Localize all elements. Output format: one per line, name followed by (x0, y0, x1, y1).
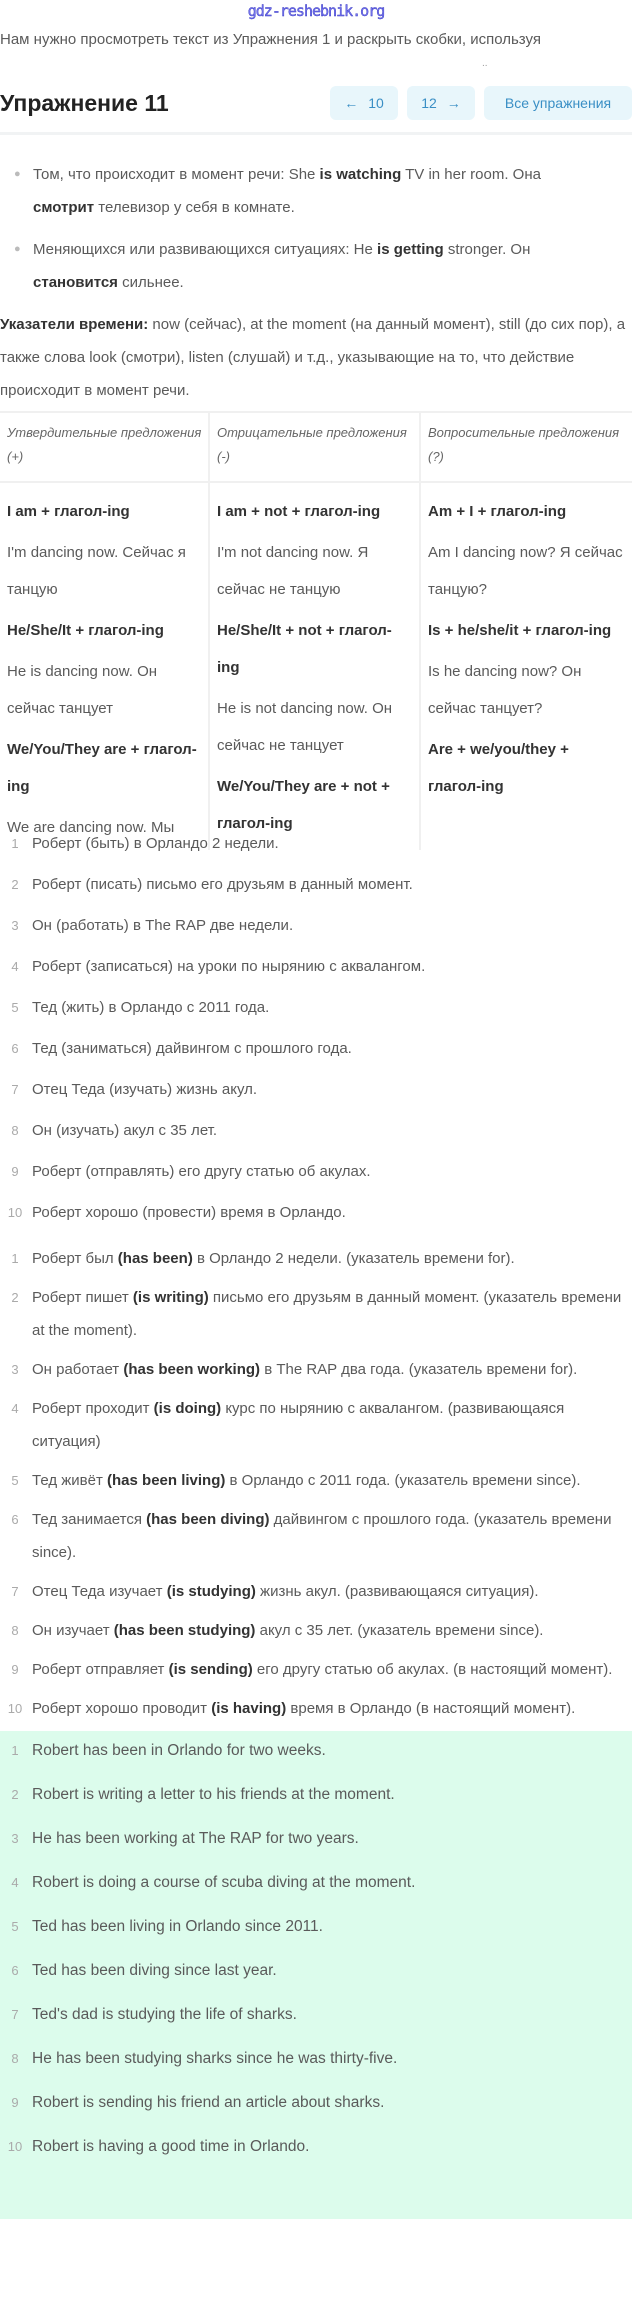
usage-text: TV in her room. Она (401, 166, 541, 183)
formula: He/She/It + глагол-ing (7, 622, 164, 639)
item-number: 5 (11, 1000, 19, 1015)
explanation-text: в Орландо с 2011 года. (указатель времени since). (225, 1472, 581, 1489)
list-item (0, 1281, 632, 1347)
explanation-verb: (is writing) (132, 1289, 209, 1306)
list-item (0, 1353, 632, 1386)
usage-list (0, 158, 600, 299)
list-item (0, 1464, 632, 1497)
explanation-text: в The RAP два года. (указатель времени for). (260, 1361, 578, 1378)
explanation-verb: (is studying) (166, 1583, 256, 1600)
explanation-text: курс по нырянию с аквалангом. (развивающаяся ситуация) (32, 1400, 565, 1450)
list-item (0, 1119, 632, 1143)
formula: We/You/They are + not + глагол-ing (217, 778, 390, 832)
answer-text: Robert has been in Orlando for two weeks. (32, 1742, 326, 1759)
formula: We/You/They are + глагол-ing (7, 741, 197, 795)
table-column-negative (210, 413, 421, 850)
item-number: 3 (11, 918, 19, 933)
example: He is not dancing now. Он сейчас не танцует (217, 700, 393, 754)
explanation-text: акул с 35 лет. (указатель времени since). (255, 1622, 544, 1639)
item-number: 8 (11, 1123, 19, 1138)
site-watermark-logo: gdz-reshebnik.org (247, 2, 385, 20)
item-number: 5 (11, 1473, 19, 1488)
table-column-affirmative (0, 413, 210, 850)
all-exercises-label: Все упражнения (504, 95, 612, 111)
list-item (0, 2135, 632, 2159)
list-item (0, 1037, 632, 1061)
item-number: 7 (11, 1082, 19, 1097)
table-header: Утвердительные предложения (+) (0, 413, 208, 483)
explanation-text: жизнь акул. (развивающаяся ситуация). (255, 1583, 539, 1600)
task-text: Отец Теда (изучать) жизнь акул. (32, 1081, 258, 1098)
list-item (0, 1392, 632, 1458)
task-text: Тед (заниматься) дайвингом с прошлого года. (32, 1040, 352, 1057)
explanation-text: Роберт отправляет (32, 1661, 169, 1678)
table-header: Отрицательные предложения (-) (210, 413, 419, 483)
explanation-verb: (has been living) (107, 1472, 226, 1489)
item-number: 1 (11, 1743, 19, 1758)
example: Am I dancing now? Я сейчас танцую? (428, 544, 623, 598)
list-item (0, 1871, 632, 1895)
table-header: Вопросительные предложения (?) (421, 413, 632, 483)
item-number: 6 (11, 1963, 19, 1978)
explanation-text: в Орландо 2 недели. (указатель времени for). (192, 1250, 515, 1267)
usage-text: Том, что происходит в момент речи: She (33, 166, 320, 183)
explanation-text: письмо его друзьям в данный момент. (указатель времени at the moment). (32, 1289, 622, 1339)
explanation-verb: (has been diving) (146, 1511, 270, 1528)
answer-text: Robert is writing a letter to his friends at the moment. (32, 1786, 395, 1803)
explanation-text: время в Орландо (в настоящий момент). (286, 1700, 576, 1717)
explanation-text: его другу статью об акулах. (в настоящий момент). (252, 1661, 613, 1678)
explanation-text: Он работает (32, 1361, 124, 1378)
answer-list (0, 1739, 632, 2159)
answer-text: He has been working at The RAP for two years. (32, 1830, 359, 1847)
task-text: Роберт (отправлять) его другу статью об акулах. (32, 1163, 371, 1180)
item-number: 10 (7, 2139, 23, 2154)
item-number: 1 (11, 836, 19, 851)
item-number: 5 (11, 1919, 19, 1934)
answer-text: Ted has been living in Orlando since 2011. (32, 1918, 323, 1935)
formula: I am + not + глагол-ing (217, 503, 381, 520)
example: I'm not dancing now. Я сейчас не танцую (217, 544, 369, 598)
formula: He/She/It + not + глагол-ing (217, 622, 392, 676)
formula: I am + глагол-ing (7, 503, 130, 520)
list-item (0, 1575, 632, 1608)
explanation-text: Тед занимается (32, 1511, 147, 1528)
item-number: 8 (11, 1623, 19, 1638)
task-text: Роберт хорошо (провести) время в Орландо. (32, 1204, 346, 1221)
table-column-question (421, 413, 632, 850)
main-content (0, 158, 632, 2219)
item-number: 2 (11, 877, 19, 892)
intro-text: Нам нужно просмотреть текст из Упражнения 1 и раскрыть скобки, используя (0, 31, 541, 48)
task-text: Роберт (быть) в Орландо 2 недели. (32, 835, 279, 852)
explanation-text: Он изучает (32, 1622, 114, 1639)
usage-text: stronger. Он (443, 241, 531, 258)
explanation-verb: (is doing) (153, 1400, 222, 1417)
bullet-icon: ● (14, 168, 21, 180)
time-markers-text: now (сейчас), at the moment (на данный момент), still (до сих пор), а также слова look (смотри), listen (слушай) и т.д., указывающие на то, что действие происходит в момент речи. (0, 316, 626, 399)
explanation-list (0, 1242, 632, 1725)
example: We are dancing now. Мы (7, 819, 175, 836)
list-item (0, 2003, 632, 2027)
item-number: 1 (11, 1251, 19, 1266)
list-item (0, 1201, 632, 1225)
explanation-text: Роберт хорошо проводит (32, 1700, 212, 1717)
bullet-icon: ● (14, 243, 21, 255)
task-text: Роберт (записаться) на уроки по нырянию с аквалангом. (32, 958, 426, 975)
item-number: 6 (11, 1512, 19, 1527)
arrow-right-icon: → (446, 95, 461, 111)
item-number: 9 (11, 1662, 19, 1677)
item-number: 4 (11, 959, 19, 974)
item-number: 8 (11, 2051, 19, 2066)
item-number: 2 (11, 1290, 19, 1305)
item-number: 7 (11, 2007, 19, 2022)
next-exercise-button[interactable] (407, 86, 475, 120)
answer-text: Ted's dad is studying the life of sharks. (32, 2006, 297, 2023)
item-number: 4 (11, 1401, 19, 1416)
list-item (0, 1160, 632, 1184)
explanation-text: Тед живёт (32, 1472, 108, 1489)
explanation-text: Роберт проходит (32, 1400, 154, 1417)
header-divider (0, 132, 632, 135)
item-number: 9 (11, 2095, 19, 2110)
time-markers-paragraph (0, 308, 632, 407)
example: Is he dancing now? Он сейчас танцует? (428, 663, 582, 717)
task-text: Тед (жить) в Орландо с 2011 года. (32, 999, 270, 1016)
task-text: Роберт (писать) письмо его друзьям в данный момент. (32, 876, 413, 893)
example: I'm dancing now. Сейчас я танцую (7, 544, 186, 598)
answer-text: He has been studying sharks since he was thirty-five. (32, 2050, 398, 2067)
explanation-verb: (is sending) (168, 1661, 253, 1678)
list-item (0, 1653, 632, 1686)
page-title: Упражнение 11 (0, 90, 169, 116)
list-item (0, 1614, 632, 1647)
usage-translation-bold: становится (33, 274, 118, 291)
item-number: 3 (11, 1362, 19, 1377)
usage-item (0, 158, 600, 224)
usage-text: телевизор у себя в комнате. (94, 199, 295, 216)
answer-text: Ted has been diving since last year. (32, 1962, 277, 1979)
list-item (0, 1242, 632, 1275)
all-exercises-button[interactable] (484, 86, 632, 120)
task-text: Он (изучать) акул с 35 лет. (32, 1122, 218, 1139)
item-number: 10 (7, 1205, 23, 1220)
answer-text: Robert is sending his friend an article about sharks. (32, 2094, 385, 2111)
list-item (0, 1783, 632, 1807)
item-number: 3 (11, 1831, 19, 1846)
formula: Are + we/you/they + глагол-ing (428, 741, 569, 795)
list-item (0, 1078, 632, 1102)
formula: Is + he/she/it + глагол-ing (428, 622, 612, 639)
usage-text: сильнее. (117, 274, 184, 291)
explanation-text: Отец Теда изучает (32, 1583, 167, 1600)
prev-exercise-label: 10 (368, 95, 384, 111)
usage-translation-bold: смотрит (33, 199, 95, 216)
usage-example-bold: is watching (319, 166, 402, 183)
answers-panel (0, 1731, 632, 2219)
arrow-left-icon: ← (344, 95, 359, 111)
example: He is dancing now. Он сейчас танцует (7, 663, 158, 717)
list-item (0, 1827, 632, 1851)
prev-exercise-button[interactable] (330, 86, 398, 120)
list-item (0, 2047, 632, 2071)
item-number: 7 (11, 1584, 19, 1599)
usage-text: Меняющихся или развивающихся ситуациях: He (33, 241, 378, 258)
list-item (0, 914, 632, 938)
ellipsis: .. (482, 58, 488, 69)
explanation-verb: (is having) (211, 1700, 287, 1717)
list-item (0, 1503, 632, 1569)
usage-example-bold: is getting (377, 241, 444, 258)
item-number: 10 (7, 1701, 23, 1716)
explanation-text: Роберт был (32, 1250, 118, 1267)
list-item (0, 832, 632, 856)
item-number: 2 (11, 1787, 19, 1802)
list-item (0, 955, 632, 979)
explanation-verb: (has been studying) (113, 1622, 256, 1639)
formula: Am + I + глагол-ing (428, 503, 567, 520)
list-item (0, 1915, 632, 1939)
explanation-verb: (has been working) (123, 1361, 261, 1378)
task-list (0, 832, 632, 1225)
next-exercise-label: 12 (421, 95, 437, 111)
item-number: 4 (11, 1875, 19, 1890)
item-number: 9 (11, 1164, 19, 1179)
answer-text: Robert is having a good time in Orlando. (32, 2138, 310, 2155)
time-markers-label: Указатели времени: (0, 316, 149, 333)
list-item (0, 1739, 632, 1763)
grammar-table (0, 411, 632, 836)
answer-text: Robert is doing a course of scuba diving at the moment. (32, 1874, 416, 1891)
list-item (0, 2091, 632, 2115)
list-item (0, 1692, 632, 1725)
explanation-text: дайвингом с прошлого года. (указатель времени since). (32, 1511, 612, 1561)
explanation-verb: (has been) (117, 1250, 193, 1267)
list-item (0, 873, 632, 897)
list-item (0, 1959, 632, 1983)
list-item (0, 996, 632, 1020)
explanation-text: Роберт пишет (32, 1289, 133, 1306)
item-number: 6 (11, 1041, 19, 1056)
task-text: Он (работать) в The RAP две недели. (32, 917, 294, 934)
usage-item (0, 233, 600, 299)
